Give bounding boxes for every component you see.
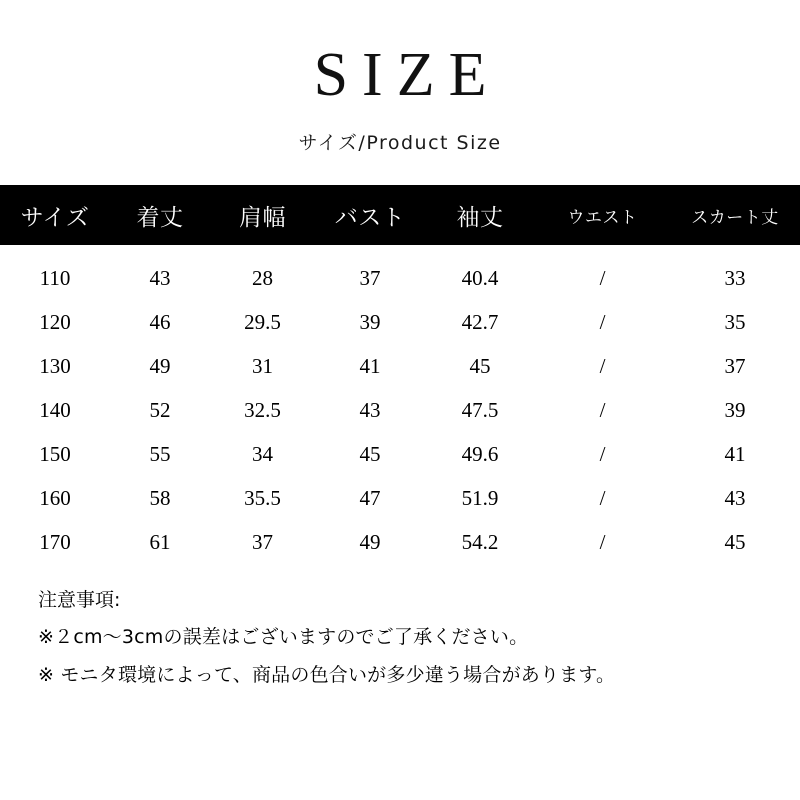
cell-bust: 39 — [359, 309, 381, 334]
cell-length: 43 — [149, 265, 171, 290]
column-header-size: サイズ — [20, 204, 90, 231]
notes-title: 注意事項: — [38, 589, 121, 611]
cell-size: 130 — [39, 353, 71, 378]
cell-waist: / — [599, 529, 606, 554]
cell-bust: 45 — [359, 441, 381, 466]
cell-length: 49 — [149, 353, 171, 378]
cell-bust: 37 — [359, 265, 381, 290]
cell-shoulder: 34 — [252, 441, 273, 466]
cell-length: 52 — [149, 397, 171, 422]
table-row — [0, 344, 800, 388]
cell-skirt-length: 41 — [724, 441, 746, 466]
column-header-sleeve: 袖丈 — [456, 204, 504, 231]
column-header-skirt-length: スカート丈 — [691, 207, 779, 228]
cell-bust: 43 — [359, 397, 381, 422]
cell-size: 110 — [39, 265, 71, 290]
cell-bust: 47 — [359, 485, 381, 510]
cell-bust: 49 — [359, 529, 381, 554]
cell-size: 120 — [39, 309, 71, 334]
cell-size: 150 — [39, 441, 71, 466]
note-line-color: ※ モニタ環境によって、商品の色合いが多少違う場合があります。 — [38, 664, 616, 687]
table-row — [0, 245, 800, 300]
cell-sleeve: 47.5 — [461, 397, 499, 422]
table-row — [0, 520, 800, 564]
cell-waist: / — [599, 309, 606, 334]
cell-skirt-length: 43 — [724, 485, 746, 510]
cell-shoulder: 35.5 — [244, 485, 281, 510]
size-table — [0, 185, 800, 564]
cell-length: 46 — [149, 309, 171, 334]
cell-sleeve: 40.4 — [461, 265, 499, 290]
table-row — [0, 476, 800, 520]
cell-sleeve: 51.9 — [461, 485, 499, 510]
cell-shoulder: 29.5 — [244, 309, 281, 334]
cell-size: 160 — [39, 485, 71, 510]
cell-skirt-length: 35 — [724, 309, 746, 334]
cell-shoulder: 28 — [252, 265, 273, 290]
cell-length: 58 — [149, 485, 171, 510]
note-line-tolerance: ※２cm〜3cmの誤差はございますのでご了承ください。 — [38, 626, 529, 649]
notes-section — [0, 582, 800, 694]
cell-length: 61 — [149, 529, 171, 554]
table-row — [0, 432, 800, 476]
cell-skirt-length: 45 — [724, 529, 746, 554]
table-row — [0, 388, 800, 432]
cell-bust: 41 — [359, 353, 381, 378]
table-header-row — [0, 185, 800, 245]
page-title: SIZE — [313, 41, 501, 109]
cell-waist: / — [599, 485, 606, 510]
table-body — [0, 245, 800, 564]
cell-sleeve: 42.7 — [461, 309, 499, 334]
cell-waist: / — [599, 397, 606, 422]
title-block — [0, 0, 800, 155]
cell-skirt-length: 39 — [724, 397, 746, 422]
cell-size: 140 — [39, 397, 71, 422]
column-header-waist: ウエスト — [567, 207, 638, 228]
page-subtitle: サイズ/Product Size — [298, 132, 502, 154]
cell-sleeve: 49.6 — [461, 441, 499, 466]
cell-length: 55 — [149, 441, 171, 466]
cell-sleeve: 45 — [469, 353, 491, 378]
cell-skirt-length: 33 — [724, 265, 746, 290]
cell-size: 170 — [39, 529, 71, 554]
table-header — [0, 185, 800, 245]
cell-shoulder: 32.5 — [244, 397, 281, 422]
cell-sleeve: 54.2 — [461, 529, 499, 554]
table-row — [0, 300, 800, 344]
cell-waist: / — [599, 353, 606, 378]
column-header-bust: バスト — [334, 204, 406, 231]
cell-waist: / — [599, 265, 606, 290]
column-header-shoulder: 肩幅 — [239, 204, 286, 231]
cell-skirt-length: 37 — [724, 353, 746, 378]
cell-shoulder: 37 — [252, 529, 273, 554]
cell-shoulder: 31 — [252, 353, 273, 378]
column-header-length: 着丈 — [136, 204, 184, 231]
cell-waist: / — [599, 441, 606, 466]
